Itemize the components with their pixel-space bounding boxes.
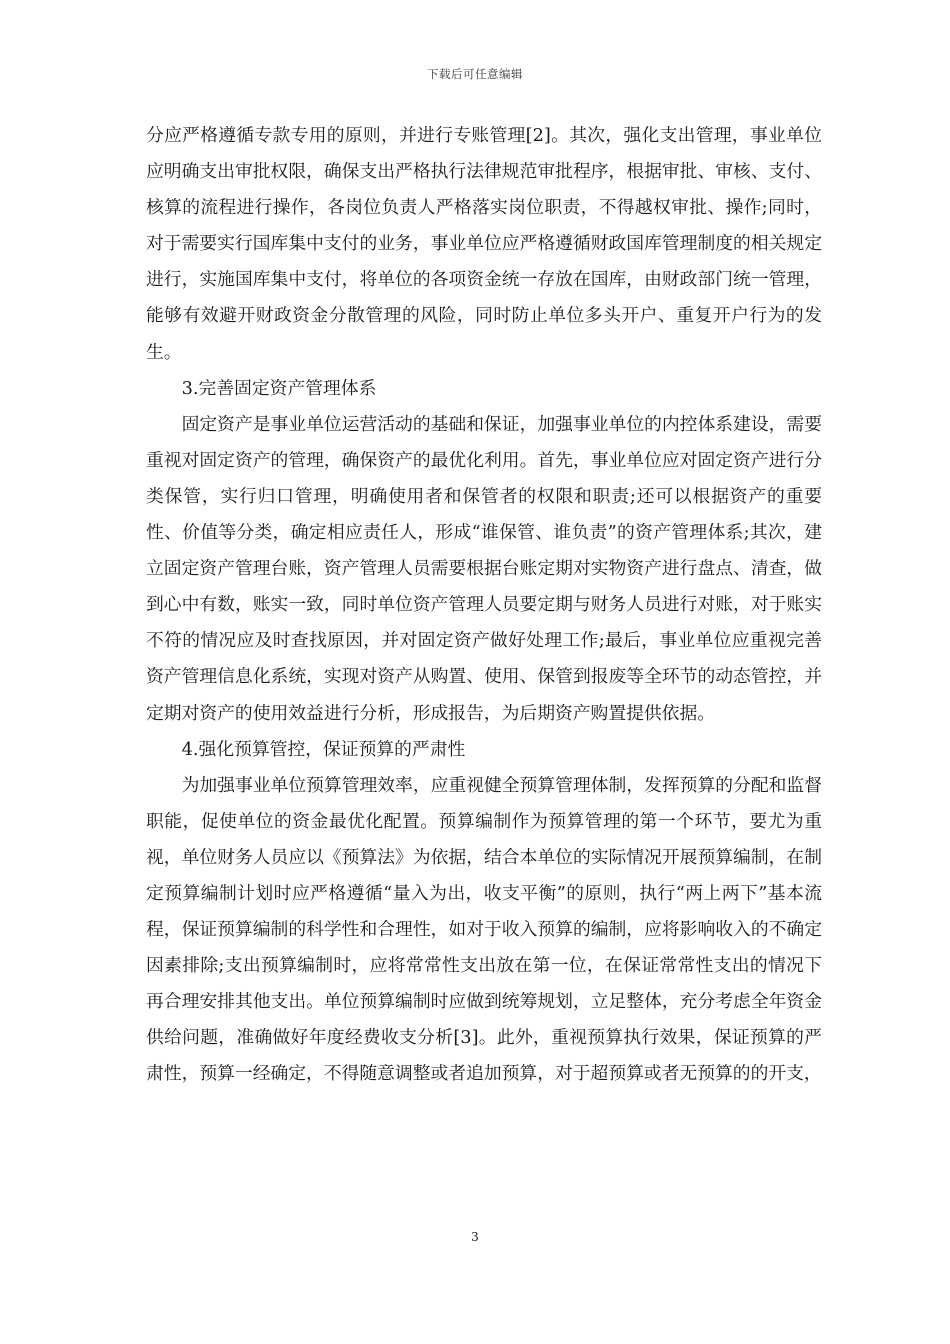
page-number: 3 [471, 1230, 479, 1244]
paragraph-continued: 分应严格遵循专款专用的原则，并进行专账管理[2]。其次，强化支出管理，事业单位应明确支出审批权限，确保支出严格执行法律规范审批程序，根据审批、审核、支付、核算的流程进行操作，各岗位负责人严格落实岗位职责，不得越权审批、操作;同时，对于需要实行国库集中支付的业务，事业单位应严格遵循财政国库管理制度的相关规定进行，实施国库集中支付，将单位的各项资金统一存放在国库，由财政部门统一管理，能够有效避开财政资金分散管理的风险，同时防止单位多头开户、重复开户行为的发生。 [146, 125, 822, 363]
section-heading-3: 3.完善固定资产管理体系 [181, 377, 377, 399]
page-header-note: 下载后可任意编辑 [427, 67, 523, 81]
document-body [146, 118, 822, 1093]
section-heading-4: 4.强化预算管控，保证预算的严肃性 [181, 738, 466, 760]
paragraph-fixed-assets: 固定资产是事业单位运营活动的基础和保证，加强事业单位的内控体系建设，需要重视对固定资产的管理，确保资产的最优化利用。首先，事业单位应对固定资产进行分类保管，实行归口管理，明确使用者和保管者的权限和职责;还可以根据资产的重要性、价值等分类，确定相应责任人，形成“谁保管、谁负责”的资产管理体系;其次，建立固定资产管理台账，资产管理人员需要根据台账定期对实物资产进行盘点、清查，做到心中有数，账实一致，同时单位资产管理人员要定期与财务人员进行对账，对于账实不符的情况应及时查找原因，并对固定资产做好处理工作;最后，事业单位应重视完善资产管理信息化系统，实现对资产从购置、使用、保管到报废等全环节的动态管控，并定期对资产的使用效益进行分析，形成报告，为后期资产购置提供依据。 [146, 413, 822, 724]
paragraph-budget: 为加强事业单位预算管理效率，应重视健全预算管理体制，发挥预算的分配和监督职能，促使单位的资金最优化配置。预算编制作为预算管理的第一个环节，要尤为重视，单位财务人员应以《预算法》为依据，结合本单位的实际情况开展预算编制，在制定预算编制计划时应严格遵循“量入为出，收支平衡”的原则，执行“两上两下”基本流程，保证预算编制的科学性和合理性，如对于收入预算的编制，应将影响收入的不确定因素排除;支出预算编制时，应将常常性支出放在第一位，在保证常常性支出的情况下再合理安排其他支出。单位预算编制时应做到统筹规划，立足整体，充分考虑全年资金供给问题，准确做好年度经费收支分析[3]。此外，重视预算执行效果，保证预算的严肃性，预算一经确定，不得随意调整或者追加预算，对于超预算或者无预算的的开支， [146, 774, 822, 1085]
